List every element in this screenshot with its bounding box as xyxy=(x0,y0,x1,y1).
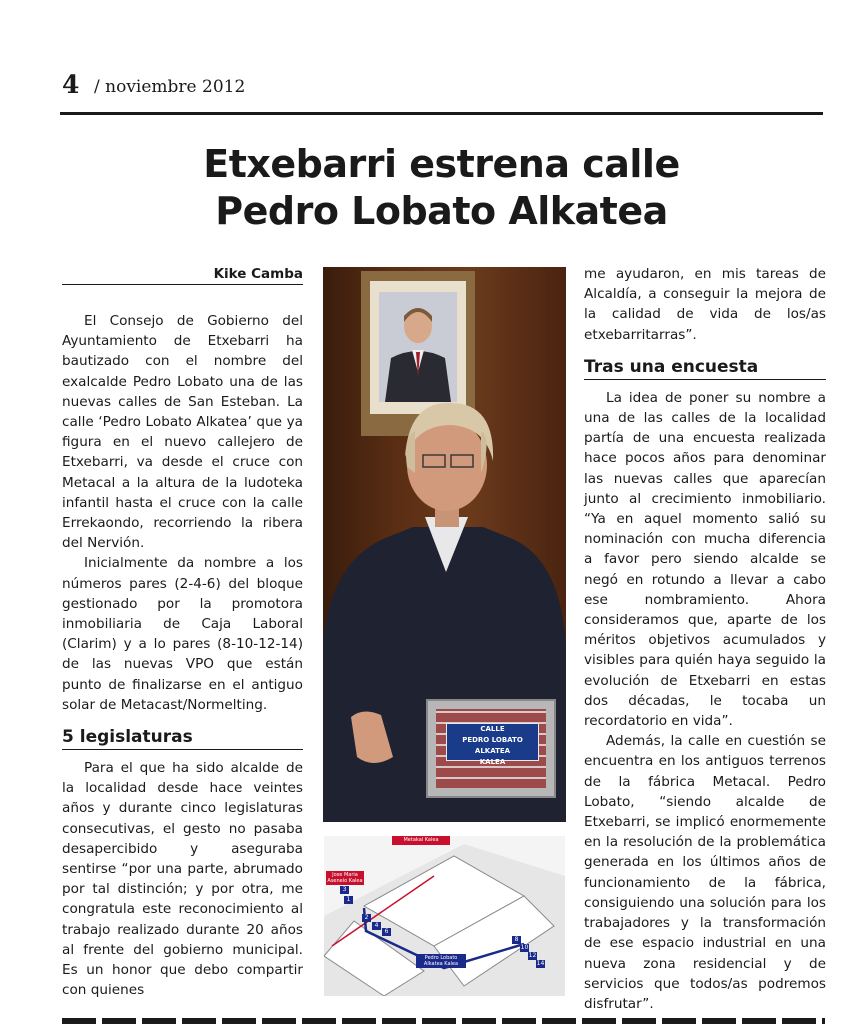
byline: Kike Camba xyxy=(213,266,303,282)
map-number-8: 8 xyxy=(512,936,521,944)
left-paragraph-1: El Consejo de Gobierno del Ayuntamiento de Etxebarri ha bautizado con el nombre del exalcalde Pedro Lobato una de las nuevas calles de San Esteban. La calle ‘Pedro Lobato Alkatea’ que ya figura en el nuevo callejero de Etxebarri, va desde el cruce con Metacal a la altura de la ludoteka infantil hasta el cruce con la calle Errekaondo, recorriendo la ribera del Nervión. xyxy=(62,313,303,552)
map-label-jose-maria: Jose Maria Aseneio Kalea xyxy=(327,872,363,884)
map-label-pedro-lobato: Pedro Lobato Alkatea Kalea xyxy=(423,955,459,967)
header-rule xyxy=(60,112,823,115)
map-label-metakal: Metakal Kalea xyxy=(403,837,439,843)
sign-text-kalea: KALEA xyxy=(479,758,506,766)
map-number-14: 14 xyxy=(536,960,545,967)
right-paragraph-2: La idea de poner su nombre a una de las calles de la localidad partía de una encuesta realizada hace pocos años para denominar las nuevas calles que aparecían junto al crecimiento inmobiliario. “Ya en aquel momento salió su nominación con mucha diferencia a favor pero siendo alcalde se negó en rotundo a llevar a cabo ese nombramiento. Ahora consideramos que, aparte de los méritos objetivos acumulados y visibles para quién haya seguido la evolución de Etxebarri en estas dos décadas, le tocaba un recordatorio en vida”. xyxy=(584,389,826,730)
left-column xyxy=(62,264,303,1001)
article-headline xyxy=(60,141,823,235)
right-paragraph-1: me ayudaron, en mis tareas de Alcaldía, a conseguir la mejora de la calidad de vida de los/as etxebarritarras”. xyxy=(584,266,826,343)
map-number-1: 1 xyxy=(344,896,353,904)
headline-line-2: Pedro Lobato Alkatea xyxy=(215,189,668,233)
map-number-3: 3 xyxy=(340,886,349,894)
map-drawing xyxy=(324,836,565,996)
sign-text-calle: CALLE xyxy=(480,725,505,733)
map-number-10: 10 xyxy=(520,944,529,951)
subhead-tras-una-encuesta: Tras una encuesta xyxy=(584,357,826,380)
portrait-mat xyxy=(370,281,466,414)
issue-date: / noviembre 2012 xyxy=(94,77,246,97)
street-sign xyxy=(446,723,539,766)
street-sign-plaque xyxy=(426,699,556,798)
bottom-dashed-rule xyxy=(62,1018,825,1024)
map-number-4: 4 xyxy=(372,922,381,930)
headline-line-1: Etxebarri estrena calle xyxy=(203,142,680,186)
right-paragraph-3: Además, la calle en cuestión se encuentra en los antiguos terrenos de la fábrica Metacal. Pedro Lobato, “siendo alcalde de Etxebarri, se implicó enormemente en la resolución de la problemática generada en los últimos años de funcionamiento de la fábrica, consiguiendo una solución para los trabajadores y la transformación de ese espacio industrial en una nueva zona residencial y de servicios que todos/as podremos disfrutar”. xyxy=(584,733,826,1012)
street-map xyxy=(324,836,565,996)
article-photo xyxy=(323,267,566,822)
sign-text-name: PEDRO LOBATO ALKATEA xyxy=(462,736,523,755)
left-paragraph-3: Para el que ha sido alcalde de la localidad desde hace veintes años y durante cinco legislaturas consecutivas, el gesto no pasaba desapercibido y aseguraba sentirse “por una parte, abrumado por tal distinción; y por otra, me congratula este reconocimiento al trabajo realizado durante 20 años al frente del gobierno municipal. Es un honor que debo compartir con quienes xyxy=(62,760,303,999)
framed-portrait xyxy=(379,292,457,402)
byline-row xyxy=(62,264,303,285)
page-number: 4 xyxy=(62,70,80,99)
left-paragraph-2: Inicialmente da nombre a los números pares (2-4-6) del bloque gestionado por la promotora inmobiliaria de Caja Laboral (Clarim) y a lo pares (8-10-12-14) de las nuevas VPO que están punto de finalizarse en el antiguo solar de Metacast/Normelting. xyxy=(62,555,303,713)
map-number-6: 6 xyxy=(382,928,391,936)
subhead-5-legislaturas: 5 legislaturas xyxy=(62,727,303,750)
map-number-2: 2 xyxy=(362,914,371,922)
page-header xyxy=(62,66,822,106)
map-number-12: 12 xyxy=(528,952,537,959)
right-column xyxy=(584,264,826,1014)
